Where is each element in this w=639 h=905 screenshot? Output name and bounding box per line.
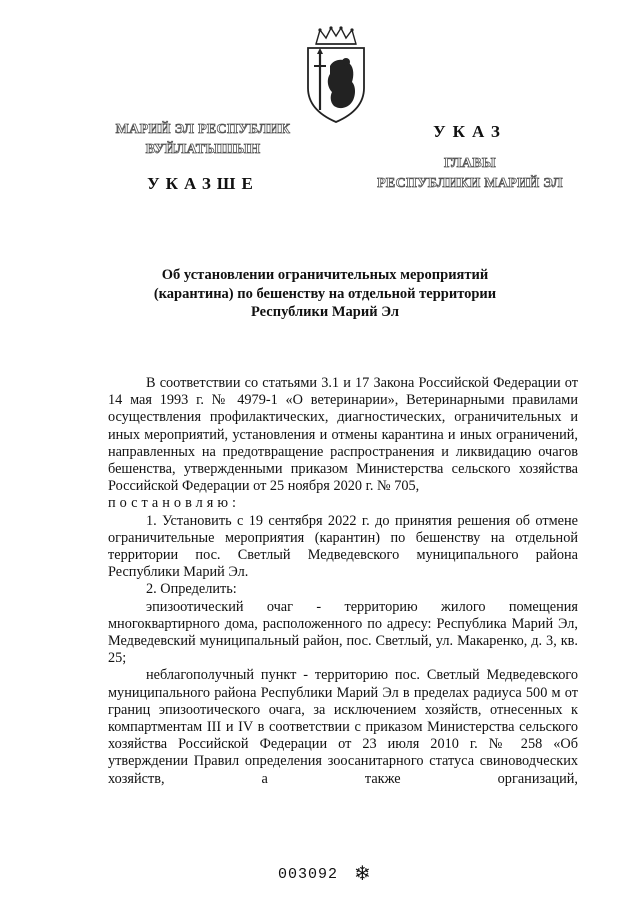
document-body [108, 375, 578, 788]
item-1-paragraph: 1. Установить с 19 сентября 2022 г. до принятия решения об отмене ограничительные мероприятия (карантин) по бешенству на отдельной территории пос. Светлый Медведевского муниципального района Республики Марий Эл. [108, 512, 578, 581]
focus-definition-paragraph: эпизоотический очаг - территорию жилого помещения многоквартирного дома, расположенного по адресу: Республика Марий Эл, Медведевский муниципальный район, пос. Светлый, ул. Макаренко, д. 3, кв. 25; [108, 598, 578, 667]
document-title [110, 266, 540, 322]
item-2-paragraph: 2. Определить: [146, 581, 237, 598]
republic-name-russian: РЕСПУБЛИКИ МАРИЙ ЭЛ [377, 176, 563, 191]
head-title-russian: ГЛАВЫ [444, 156, 496, 171]
preamble-paragraph: В соответствии со статьями 3.1 и 17 Закона Российской Федерации от 14 мая 1993 г. № 4979-1 «О ветеринарии», Ветеринарными правилами осуществления профилактических, диагностических, ограничительных и иных мероприятий, установления и отмены карантина и иных ограничений, направленных на предотвращение распространения и ликвидацию очагов бешенства, утвержденными приказом Министерства сельского хозяйства Российской Федерации от 25 ноября 2020 г. № 705, [108, 375, 578, 495]
snowflake-mark-icon: ❄ [354, 863, 371, 885]
decree-word: постановляю: [108, 495, 240, 512]
title-line: (карантина) по бешенству на отдельной территории [153, 285, 497, 302]
title-line: Республики Марий Эл [251, 304, 399, 320]
document-serial-number: 003092 [278, 866, 339, 883]
title-line: Об установлении ограничительных мероприятий [161, 267, 489, 283]
unsafe-point-paragraph: неблагополучный пункт - территорию пос. Светлый Медведевского муниципального района Республики Марий Эл в пределах радиуса 500 м от границ эпизоотического очага, за исключением хозяйств, отнесенных к компартментам III и IV в соответствии с приказом Министерства сельского хозяйства Российской Федерации от 23 июля 2010 г. № 258 «Об утверждении Правил определения зоосанитарного статуса свиноводческих хозяйств, а также организаций, [108, 667, 578, 787]
mari-el-coat-of-arms-icon [300, 26, 372, 124]
decree-title-mari: УКАЗШЕ [147, 174, 259, 193]
decree-title-russian: УКАЗ [433, 122, 507, 141]
head-title-mari: ВУЙЛАТЫШЫН [145, 142, 261, 157]
republic-name-mari: МАРИЙ ЭЛ РЕСПУБЛИК [115, 122, 291, 137]
